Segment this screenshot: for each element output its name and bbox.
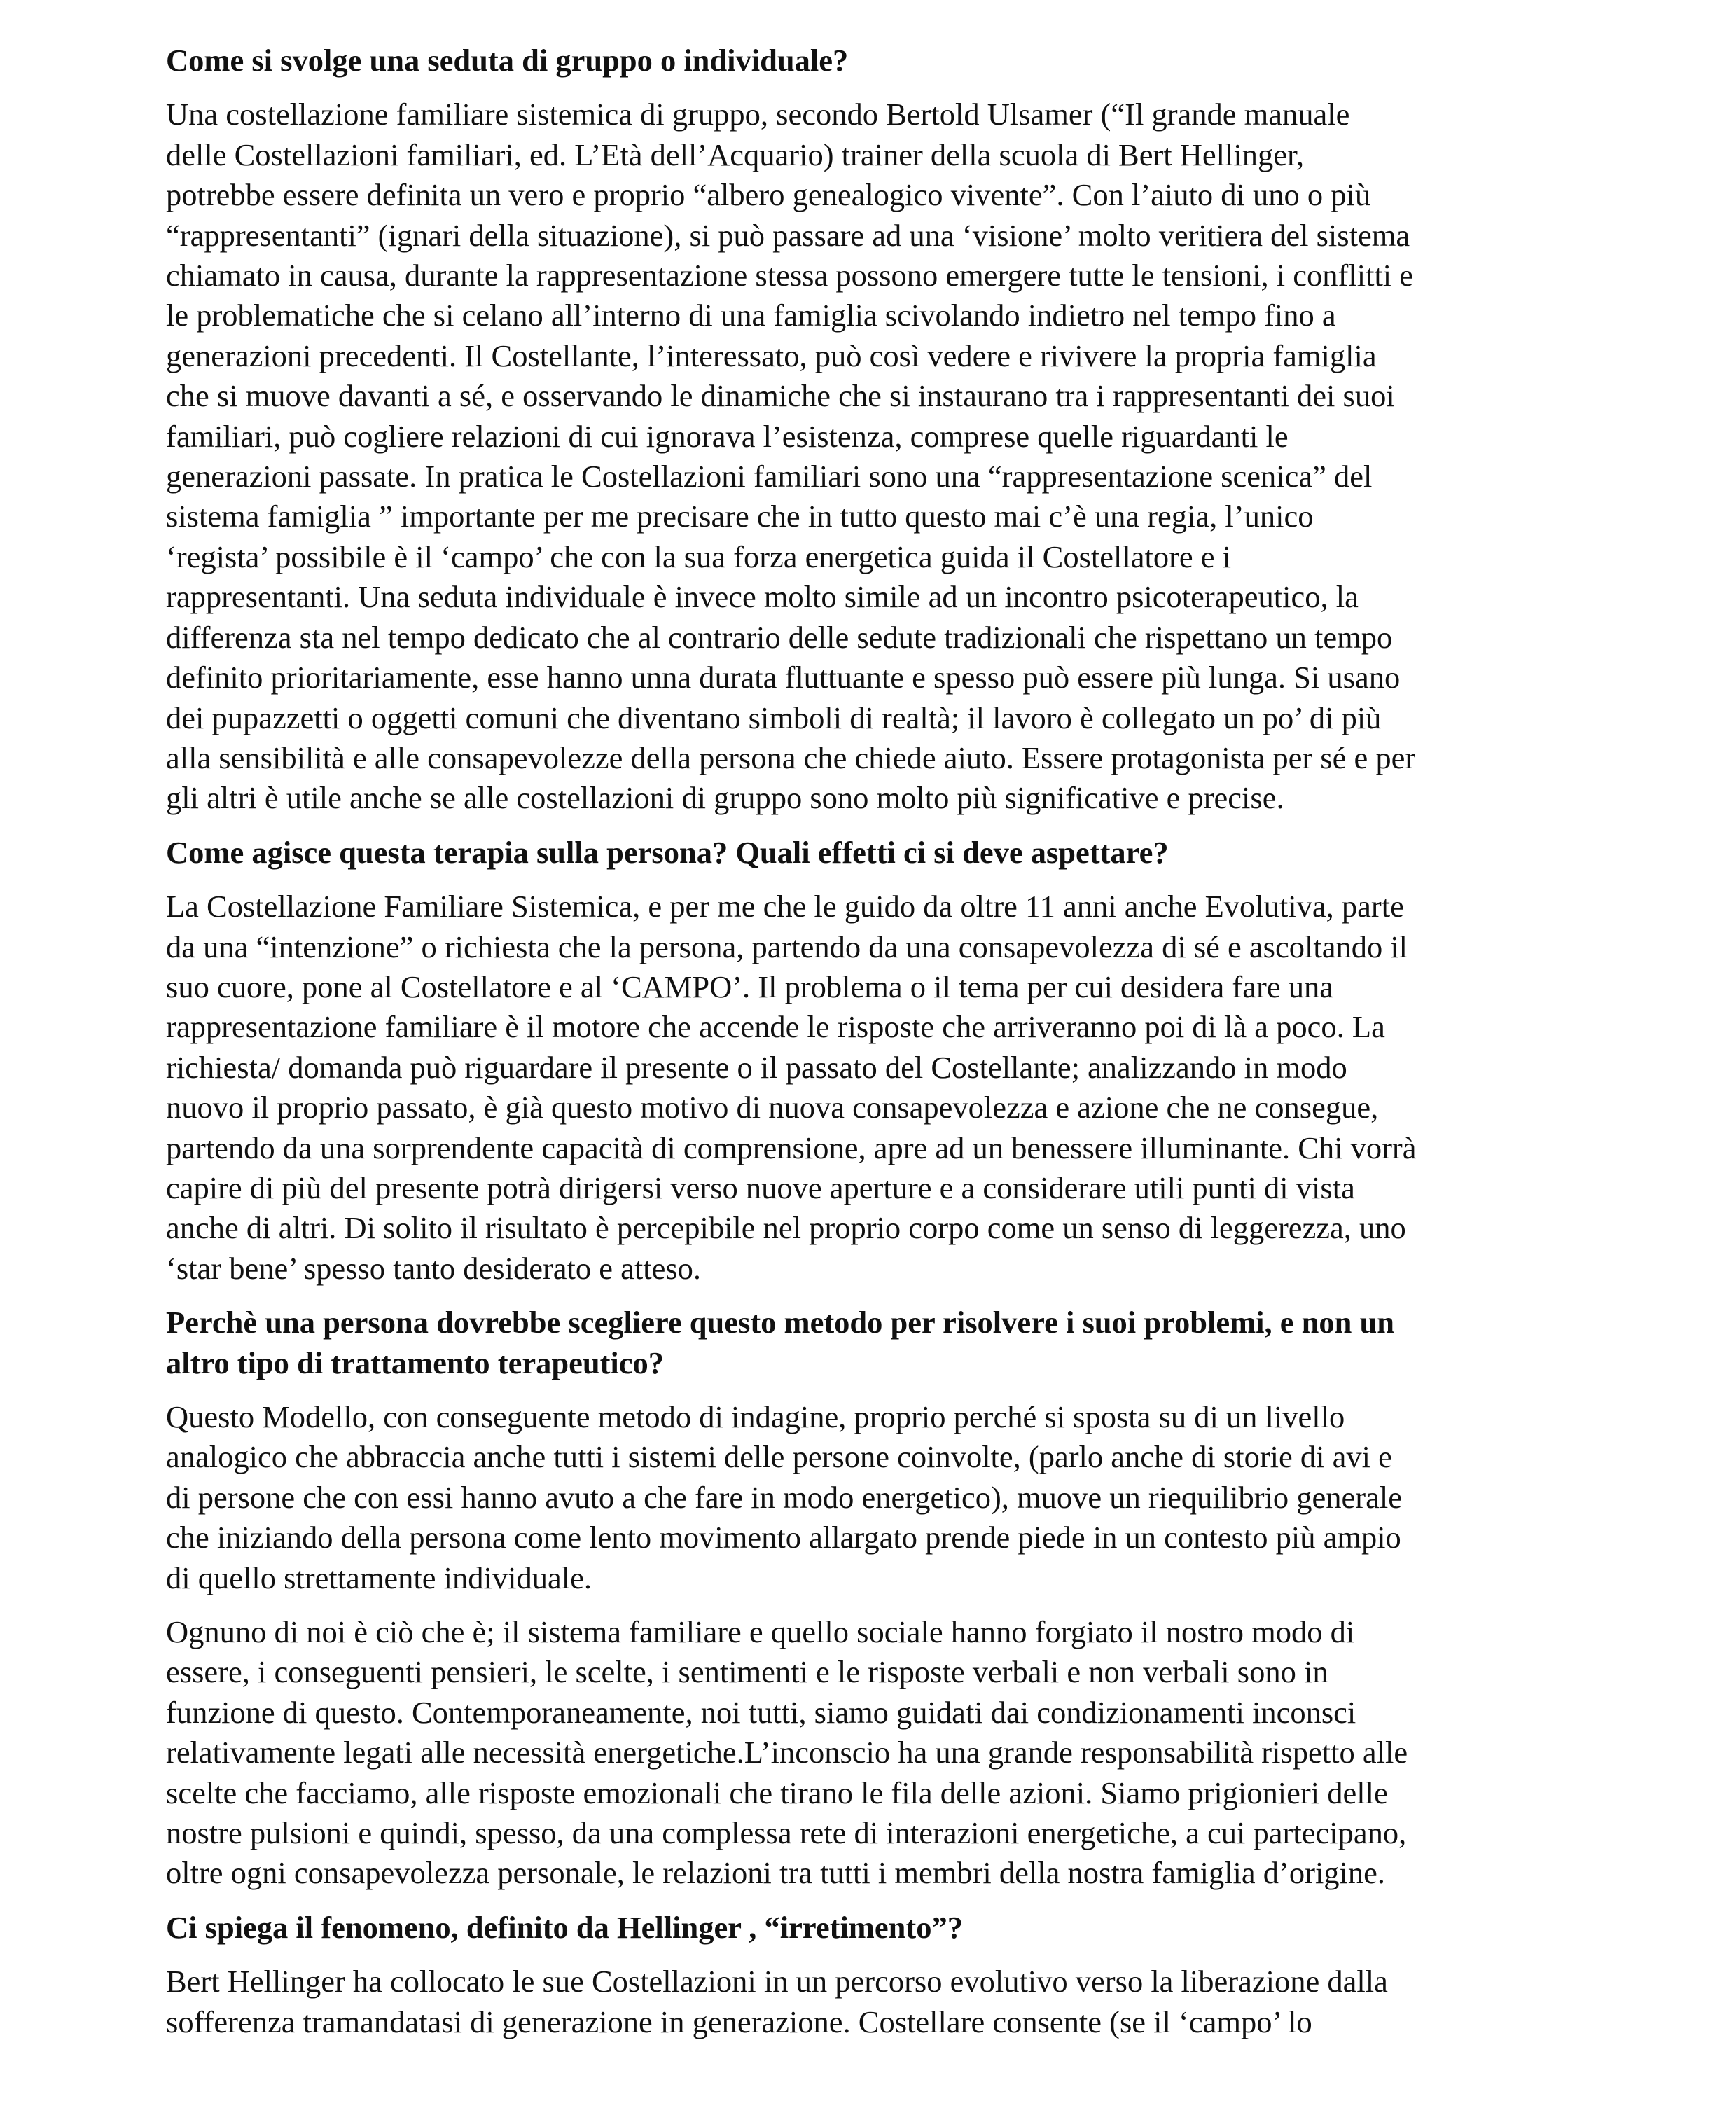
text-line: Ognuno di noi è ciò che è; il sistema familiare e quello sociale hanno forgiato il nostro modo di	[166, 1614, 1355, 1650]
text-line: di quello strettamente individuale.	[166, 1560, 592, 1595]
text-line: chiamato in causa, durante la rappresentazione stessa possono emergere tutte le tensioni, i conflitti e	[166, 258, 1414, 293]
text-line: funzione di questo. Contemporaneamente, noi tutti, siamo guidati dai condizionamenti inconsci	[166, 1694, 1356, 1730]
text-line: alla sensibilità e alle consapevolezze della persona che chiede aiuto. Essere protagonista per sé e per	[166, 740, 1416, 775]
text-line: gli altri è utile anche se alle costellazioni di gruppo sono molto più significative e precise.	[166, 780, 1284, 816]
text-line: rappresentanti. Una seduta individuale è invece molto simile ad un incontro psicoterapeutico, la	[166, 579, 1359, 615]
text-line: potrebbe essere definita un vero e proprio “albero genealogico vivente”. Con l’aiuto di uno o più	[166, 177, 1371, 213]
text-line: oltre ogni consapevolezza personale, le relazioni tra tutti i membri della nostra famiglia d’origine.	[166, 1855, 1386, 1891]
text-line: partendo da una sorprendente capacità di comprensione, apre ad un benessere illuminante. Chi vorrà	[166, 1130, 1417, 1165]
document-page	[166, 41, 1581, 2056]
text-line: sofferenza tramandatasi di generazione in generazione. Costellare consente (se il ‘campo’ lo	[166, 2004, 1312, 2039]
text-line: essere, i conseguenti pensieri, le scelte, i sentimenti e le risposte verbali e non verbali sono in	[166, 1654, 1328, 1690]
text-line: ‘regista’ possibile è il ‘campo’ che con la sua forza energetica guida il Costellatore e i	[166, 539, 1232, 574]
heading-seduta	[166, 41, 1581, 81]
text-line: Come agisce questa terapia sulla persona? Quali effetti ci si deve aspettare?	[166, 834, 1169, 870]
text-line: Bert Hellinger ha collocato le sue Costellazioni in un percorso evolutivo verso la liberazione dalla	[166, 1964, 1388, 1999]
paragraph-terapia	[166, 887, 1581, 1289]
text-line: differenza sta nel tempo dedicato che al contrario delle sedute tradizionali che rispettano un tempo	[166, 619, 1393, 655]
text-line: delle Costellazioni familiari, ed. L’Età dell’Acquario) trainer della scuola di Bert Hellinger,	[166, 137, 1305, 172]
text-line: di persone che con essi hanno avuto a che fare in modo energetico), muove un riequilibrio generale	[166, 1479, 1402, 1515]
paragraph-hellinger	[166, 1962, 1581, 2042]
text-line: altro tipo di trattamento terapeutico?	[166, 1345, 665, 1380]
text-line: che si muove davanti a sé, e osservando le dinamiche che si instaurano tra i rappresentanti dei suoi	[166, 378, 1395, 414]
paragraph-seduta	[166, 95, 1581, 818]
text-line: nuovo il proprio passato, è già questo motivo di nuova consapevolezza e azione che ne consegue,	[166, 1090, 1379, 1125]
text-line: suo cuore, pone al Costellatore e al ‘CAMPO’. Il problema o il tema per cui desidera fare una	[166, 969, 1333, 1004]
text-line: richiesta/ domanda può riguardare il presente o il passato del Costellante; analizzando in modo	[166, 1049, 1347, 1085]
paragraph-modello	[166, 1397, 1581, 1598]
text-line: analogico che abbraccia anche tutti i sistemi delle persone coinvolte, (parlo anche di storie di avi e	[166, 1439, 1392, 1475]
text-line: dei pupazzetti o oggetti comuni che diventano simboli di realtà; il lavoro è collegato un po’ di più	[166, 700, 1382, 735]
text-line: Come si svolge una seduta di gruppo o individuale?	[166, 43, 849, 78]
text-line: scelte che facciamo, alle risposte emozionali che tirano le fila delle azioni. Siamo prigionieri delle	[166, 1775, 1388, 1810]
text-line: Ci spiega il fenomeno, definito da Hellinger , “irretimento”?	[166, 1909, 963, 1945]
text-line: generazioni precedenti. Il Costellante, l’interessato, può così vedere e rivivere la propria famiglia	[166, 338, 1377, 373]
heading-terapia	[166, 833, 1581, 873]
text-line: “rappresentanti” (ignari della situazione), si può passare ad una ‘visione’ molto veritiera del sistema	[166, 217, 1410, 253]
text-line: rappresentazione familiare è il motore che accende le risposte che arriveranno poi di là a poco. La	[166, 1009, 1385, 1045]
text-line: da una “intenzione” o richiesta che la persona, partendo da una consapevolezza di sé e ascoltando il	[166, 929, 1408, 964]
text-line: sistema famiglia ” importante per me precisare che in tutto questo mai c’è una regia, l’unico	[166, 499, 1314, 534]
text-line: nostre pulsioni e quindi, spesso, da una complessa rete di interazioni energetiche, a cui partecipano,	[166, 1815, 1407, 1851]
text-line: relativamente legati alle necessità energetiche.L’inconscio ha una grande responsabilità rispetto alle	[166, 1735, 1408, 1770]
paragraph-ognuno	[166, 1612, 1581, 1894]
text-line: definito prioritariamente, esse hanno unna durata fluttuante e spesso può essere più lunga. Si usano	[166, 660, 1401, 695]
text-line: anche di altri. Di solito il risultato è percepibile nel proprio corpo come un senso di leggerezza, uno	[166, 1210, 1406, 1246]
text-line: ‘star bene’ spesso tanto desiderato e atteso.	[166, 1250, 702, 1286]
text-line: La Costellazione Familiare Sistemica, e per me che le guido da oltre 11 anni anche Evolutiva, parte	[166, 889, 1404, 924]
text-line: capire di più del presente potrà dirigersi verso nuove aperture e a considerare utili punti di vista	[166, 1170, 1355, 1205]
text-line: che iniziando della persona come lento movimento allargato prende piede in un contesto più ampio	[166, 1520, 1401, 1555]
text-line: le problematiche che si celano all’interno di una famiglia scivolando indietro nel tempo fino a	[166, 298, 1336, 333]
text-line: familiari, può cogliere relazioni di cui ignorava l’esistenza, comprese quelle riguardanti le	[166, 418, 1289, 454]
text-line: Perchè una persona dovrebbe scegliere questo metodo per risolvere i suoi problemi, e non un	[166, 1305, 1395, 1340]
text-line: Questo Modello, con conseguente metodo di indagine, proprio perché si sposta su di un livello	[166, 1399, 1345, 1434]
text-line: Una costellazione familiare sistemica di gruppo, secondo Bertold Ulsamer (“Il grande manuale	[166, 97, 1350, 132]
heading-irretimento	[166, 1908, 1581, 1948]
heading-metodo	[166, 1303, 1581, 1383]
text-line: generazioni passate. In pratica le Costellazioni familiari sono una “rappresentazione scenica” del	[166, 459, 1373, 494]
